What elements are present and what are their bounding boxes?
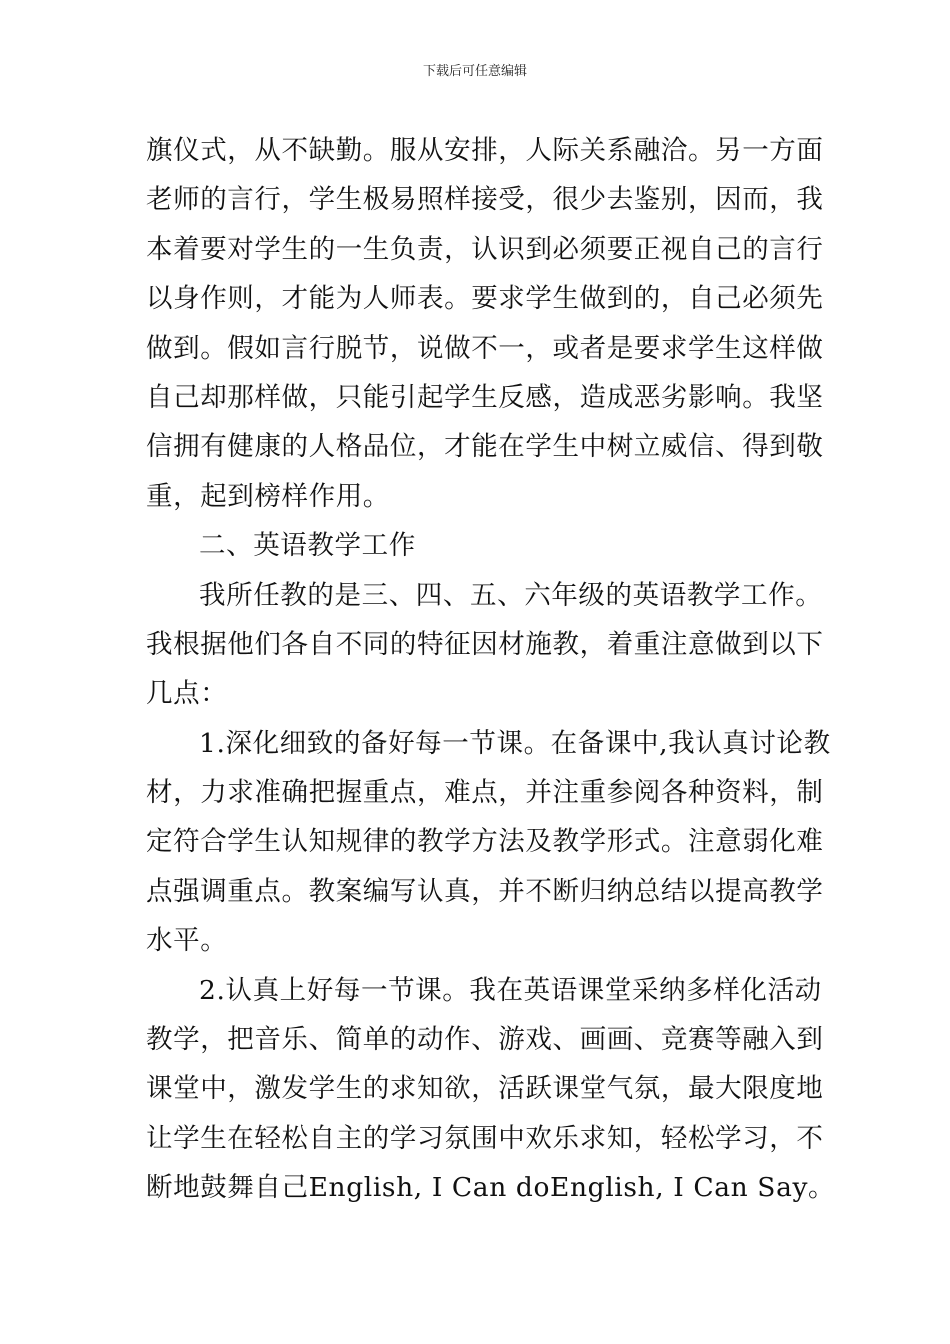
page-header-note: 下载后可任意编辑 (422, 64, 527, 79)
text-line: 让学生在轻松自主的学习氛围中欢乐求知，轻松学习，不 (146, 1122, 824, 1154)
text-line: 旗仪式，从不缺勤。服从安排，人际关系融洽。另一方面 (146, 135, 824, 166)
section-heading: 二、英语教学工作 (199, 530, 416, 562)
list-item-1: 1.深化细致的备好每一节课。在备课中,我认真讨论教 (199, 727, 831, 759)
list-item-2: 2.认真上好每一节课。我在英语课堂采纳多样化活动 (199, 974, 822, 1006)
text-line: 几点： (146, 678, 228, 710)
text-line: 材，力求准确把握重点，难点，并注重参阅各种资料，制 (146, 777, 824, 809)
text-line: 重，起到榜样作用。 (146, 480, 390, 512)
text-line: 以身作则，才能为人师表。要求学生做到的，自己必须先 (146, 283, 824, 315)
text-line: 我根据他们各自不同的特征因材施教，着重注意做到以下 (146, 628, 824, 660)
text-line: 断地鼓舞自己English, I Can doEnglish, I Can Say。 (146, 1172, 836, 1204)
text-line: 课堂中，激发学生的求知欲，活跃课堂气氛，最大限度地 (146, 1073, 824, 1105)
text-line: 信拥有健康的人格品位，才能在学生中树立威信、得到敬 (146, 431, 824, 463)
text-line: 水平。 (146, 925, 228, 957)
text-line: 教学，把音乐、简单的动作、游戏、画画、竞赛等融入到 (146, 1024, 824, 1056)
text-line: 本着要对学生的一生负责，认识到必须要正视自己的言行 (146, 233, 824, 265)
paragraph-start: 我所任教的是三、四、五、六年级的英语教学工作。 (199, 579, 823, 611)
document-body (146, 126, 836, 1213)
text-line: 老师的言行，学生极易照样接受，很少去鉴别，因而，我 (146, 184, 824, 216)
text-line: 点强调重点。教案编写认真，并不断归纳总结以提高教学 (146, 875, 824, 907)
text-line: 做到。假如言行脱节，说做不一，或者是要求学生这样做 (146, 332, 824, 364)
text-line: 定符合学生认知规律的教学方法及教学形式。注意弱化难 (146, 826, 824, 858)
text-line: 自己却那样做，只能引起学生反感，造成恶劣影响。我坚 (146, 381, 824, 413)
